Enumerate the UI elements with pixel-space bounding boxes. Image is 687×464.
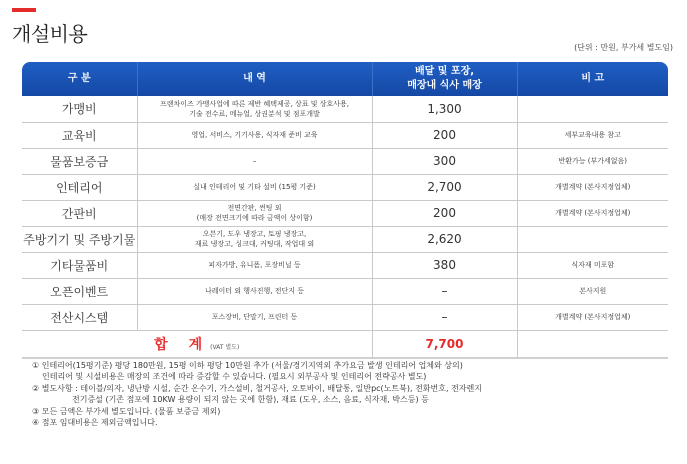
row-amount: 200: [372, 122, 517, 148]
row-category: 전산시스템: [22, 304, 137, 330]
row-note: 본사지원: [517, 278, 668, 304]
total-amount: 7,700: [372, 330, 517, 358]
table-header-row: [22, 62, 668, 96]
row-description-line1: 나레이터 외 행사진행, 전단지 등: [204, 287, 305, 295]
total-label: 합 계: [154, 336, 211, 353]
header-category: 구 분: [22, 62, 137, 96]
row-amount: 200: [372, 200, 517, 226]
row-amount: 2,700: [372, 174, 517, 200]
row-category: 오픈이벤트: [22, 278, 137, 304]
footnote-line: ④ 점포 임대비용은 제외금액입니다.: [32, 418, 158, 428]
cost-table: [22, 62, 668, 359]
table-row: [22, 96, 668, 122]
row-description: [137, 200, 372, 226]
unit-note: (단위 : 만원, 부가세 별도임): [574, 43, 673, 52]
row-description: [137, 148, 372, 174]
row-amount: –: [372, 278, 517, 304]
footnote-line: 인테리어 및 시설비용은 매장의 조건에 따라 증감할 수 있습니다. (필요시 외부공사 및 인테리어 전략공사 별도): [42, 372, 427, 382]
row-note: 개별계약 (본사지정업체): [517, 200, 668, 226]
row-description-line1: –: [252, 157, 257, 165]
total-note-cell: [517, 330, 668, 358]
total-label-cell: [22, 330, 372, 358]
total-row: [22, 330, 668, 358]
table-row: [22, 148, 668, 174]
table-row: [22, 278, 668, 304]
table-row: [22, 226, 668, 252]
row-amount: –: [372, 304, 517, 330]
row-note: 반환가능 (부가세없음): [517, 148, 668, 174]
header-note: 비 고: [517, 62, 668, 96]
row-description: [137, 122, 372, 148]
header-amount: [372, 62, 517, 96]
row-category: 기타물품비: [22, 252, 137, 278]
header-amount-line1: 배달 및 포장,: [414, 66, 475, 77]
row-description-line2: (매장 전면크기에 따라 금액이 상이함): [196, 214, 313, 222]
row-description: [137, 252, 372, 278]
page-title: 개설비용: [12, 22, 88, 46]
table-row: [22, 252, 668, 278]
total-vat-note: (VAT 별도): [210, 343, 240, 351]
row-category: 인테리어: [22, 174, 137, 200]
row-description-line1: 포스장비, 단말기, 프린터 등: [211, 313, 298, 321]
row-description: [137, 226, 372, 252]
row-description: [137, 96, 372, 122]
row-category: 간판비: [22, 200, 137, 226]
row-description-line2: 재료 냉장고, 싱크대, 커팅대, 작업대 외: [194, 240, 315, 248]
footnote-line: ③ 모든 금액은 부가세 별도입니다. (물품 보증금 제외): [32, 406, 221, 416]
row-amount: 1,300: [372, 96, 517, 122]
row-note: [517, 226, 668, 252]
row-note: [517, 96, 668, 122]
row-amount: 300: [372, 148, 517, 174]
footnote-line: ② 별도사항 : 테이블/의자, 냉난방 시설, 순간 온수기, 가스설비, 철거공사, 오토바이, 배달통, 일반pc(노트북), 전화번호, 전자렌지: [32, 383, 482, 393]
row-note: 개별계약 (본사지정업체): [517, 174, 668, 200]
header-description: 내 역: [137, 62, 372, 96]
table-row: [22, 200, 668, 226]
row-description: [137, 278, 372, 304]
header-amount-line2: 매장내 식사 매장: [407, 80, 482, 91]
row-description-line1: 전면간판, 썬팅 외: [227, 204, 282, 212]
title-accent-bar: [12, 8, 36, 12]
row-category: 가맹비: [22, 96, 137, 122]
row-amount: 380: [372, 252, 517, 278]
row-note: 식자재 미포함: [517, 252, 668, 278]
row-category: 교육비: [22, 122, 137, 148]
row-description-line1: 오븐기, 도우 냉장고, 토핑 냉장고,: [202, 230, 307, 238]
table-row: [22, 174, 668, 200]
table-row: [22, 122, 668, 148]
row-description-line1: 영업, 서비스, 기기사용, 식자재 준비 교육: [191, 131, 318, 139]
footnote-line: ① 인테리어(15평기준) 평당 180만원, 15평 이하 평당 10만원 추가 (서울/경기지역외 추가요금 발생 인테리어 업체와 상의): [32, 361, 463, 370]
footnote-line: 전기증설 (기존 점포에 10KW 용량이 되지 않는 곳에 한함), 재료 (도우, 소스, 음료, 식자재, 박스등) 등: [72, 395, 429, 405]
row-description-line1: 프랜차이즈 가맹사업에 따른 제반 혜택제공, 상표 및 상호사용,: [159, 99, 350, 108]
row-category: 주방기기 및 주방기물: [22, 226, 137, 252]
row-description: [137, 304, 372, 330]
row-description: [137, 174, 372, 200]
row-amount: 2,620: [372, 226, 517, 252]
row-note: 개별계약 (본사지정업체): [517, 304, 668, 330]
row-note: 세부교육내용 참고: [517, 122, 668, 148]
row-description-line2: 기술 전수료, 메뉴얼, 상권분석 및 점포개발: [189, 109, 320, 118]
row-category: 물품보증금: [22, 148, 137, 174]
footnotes: [32, 360, 672, 428]
row-description-line1: 피자가방, 유니폼, 포장비닐 등: [208, 261, 301, 269]
row-description-line1: 실내 인테리어 및 기타 설비 (15평 기준): [193, 183, 316, 191]
table-row: [22, 304, 668, 330]
